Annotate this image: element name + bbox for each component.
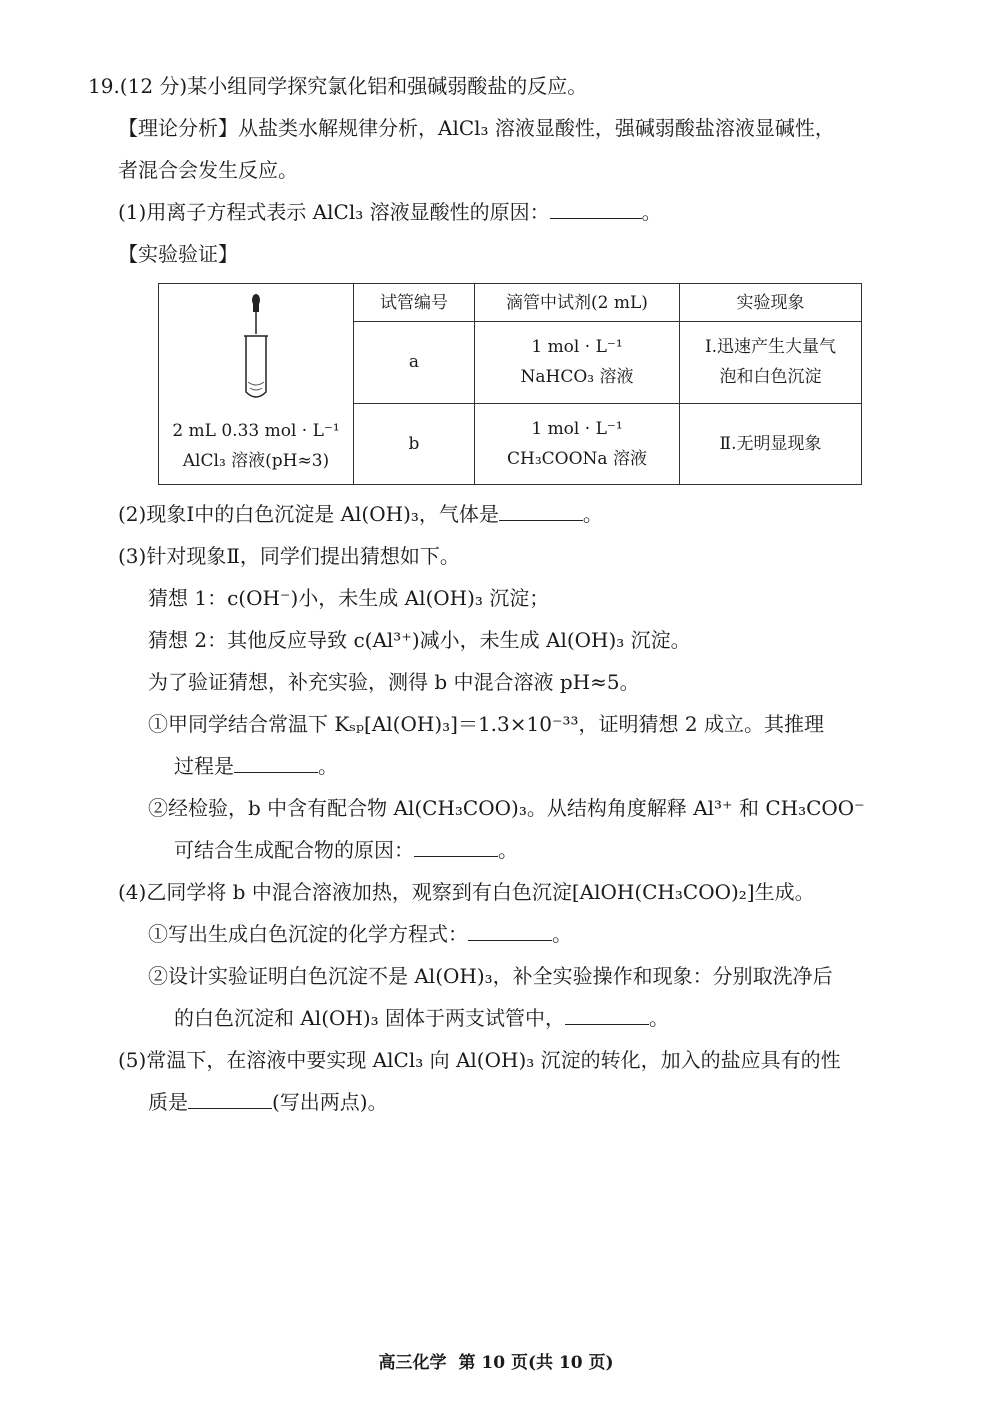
- row-a-reagent: [475, 322, 680, 404]
- row-b-phenomenon: Ⅱ.无明显现象: [680, 403, 862, 485]
- row-a-phenomenon-line2: 泡和白色沉淀: [719, 367, 822, 388]
- row-b-reagent: [475, 403, 680, 485]
- header-tube-id: 试管编号: [354, 284, 475, 322]
- guess-2: 猜想 2：其他反应导致 c(Al³⁺)减小，未生成 Al(OH)₃ 沉淀。: [148, 628, 691, 652]
- question-2-text: (2)现象Ⅰ中的白色沉淀是 Al(OH)₃，气体是: [118, 502, 499, 526]
- end-mark: 。: [649, 1006, 670, 1030]
- question-3-2-line1: ②经检验，b 中含有配合物 Al(CH₃COO)₃。从结构角度解释 Al³⁺ 和 CH₃COO⁻: [148, 796, 865, 820]
- header-reagent: 滴管中试剂(2 mL): [475, 284, 680, 322]
- dropper-test-tube-icon: [236, 292, 276, 402]
- answer-blank-4-2[interactable]: [565, 1004, 649, 1025]
- answer-blank-3-1[interactable]: [234, 752, 318, 773]
- end-mark: 。: [318, 754, 338, 778]
- guess-1: 猜想 1：c(OH⁻)小，未生成 Al(OH)₃ 沉淀；: [148, 586, 550, 610]
- question-title: 19.(12 分)某小组同学探究氯化铝和强碱弱酸盐的反应。: [88, 74, 588, 98]
- theory-analysis-line1: 【理论分析】从盐类水解规律分析，AlCl₃ 溶液显酸性，强碱弱酸盐溶液显碱性，: [118, 116, 835, 140]
- question-5-line1: (5)常温下，在溶液中要实现 AlCl₃ 向 Al(OH)₃ 沉淀的转化，加入的盐应具有的性: [118, 1048, 841, 1072]
- row-a-id: a: [354, 322, 475, 404]
- page-footer: [0, 1348, 992, 1373]
- answer-blank-1[interactable]: [550, 198, 642, 219]
- question-1-text: (1)用离子方程式表示 AlCl₃ 溶液显酸性的原因：: [118, 200, 550, 224]
- question-3: (3)针对现象Ⅱ，同学们提出猜想如下。: [118, 544, 460, 568]
- question-3-1-line1: ①甲同学结合常温下 Kₛₚ[Al(OH)₃]＝1.3×10⁻³³，证明猜想 2 成立。其推理: [148, 712, 824, 736]
- question-4-1: [148, 920, 572, 948]
- end-mark: 。: [552, 922, 572, 946]
- answer-blank-5[interactable]: [188, 1088, 272, 1109]
- question-4: (4)乙同学将 b 中混合溶液加热，观察到有白色沉淀[AlOH(CH₃COO)₂]生成。: [118, 880, 815, 904]
- end-mark: 。: [498, 838, 518, 862]
- row-a-phenomenon: [680, 322, 862, 404]
- end-mark: 。: [582, 502, 603, 526]
- row-a-phenomenon-line1: Ⅰ.迅速产生大量气: [704, 337, 837, 358]
- verify-text: 为了验证猜想，补充实验，测得 b 中混合溶液 pH≈5。: [148, 670, 640, 694]
- question-4-1-text: ①写出生成白色沉淀的化学方程式：: [148, 922, 468, 946]
- row-a-reagent-line2: NaHCO₃ 溶液: [520, 367, 634, 388]
- end-mark: 。: [641, 200, 662, 224]
- tube-label-line2: AlCl₃ 溶液(pH≈3): [182, 451, 330, 471]
- row-b-id: b: [354, 403, 475, 485]
- question-4-2-line2: [174, 1004, 669, 1032]
- question-2: [118, 500, 603, 528]
- row-a-reagent-line1: 1 mol · L⁻¹: [531, 337, 623, 358]
- question-4-2-line1: ②设计实验证明白色沉淀不是 Al(OH)₃，补全实验操作和现象：分别取洗净后: [148, 964, 833, 988]
- tube-label-line1: 2 mL 0.33 mol · L⁻¹: [172, 421, 340, 441]
- question-5-text: 质是: [148, 1090, 188, 1114]
- experiment-table: [158, 283, 862, 485]
- footer-subject: 高三化学: [378, 1353, 447, 1373]
- question-4-2-text: 的白色沉淀和 Al(OH)₃ 固体于两支试管中，: [174, 1006, 566, 1030]
- question-3-2-line2: [174, 836, 518, 864]
- answer-blank-2[interactable]: [499, 500, 583, 521]
- theory-analysis-line2: 者混合会发生反应。: [118, 158, 298, 182]
- row-b-reagent-line2: CH₃COONa 溶液: [507, 448, 647, 469]
- question-3-1-text: 过程是: [174, 754, 234, 778]
- answer-blank-4-1[interactable]: [468, 920, 552, 941]
- experiment-heading: 【实验验证】: [118, 242, 238, 266]
- footer-page-number: 第 10 页(共 10 页): [458, 1353, 614, 1373]
- answer-blank-3-2[interactable]: [414, 836, 498, 857]
- question-5-suffix: (写出两点)。: [272, 1090, 388, 1114]
- question-3-1-line2: [174, 752, 338, 780]
- question-5-line2: [148, 1088, 388, 1116]
- test-tube-cell: [159, 284, 354, 485]
- row-b-reagent-line1: 1 mol · L⁻¹: [531, 418, 623, 439]
- header-phenomenon: 实验现象: [680, 284, 862, 322]
- question-1: [118, 198, 662, 226]
- question-3-2-text: 可结合生成配合物的原因：: [174, 838, 414, 862]
